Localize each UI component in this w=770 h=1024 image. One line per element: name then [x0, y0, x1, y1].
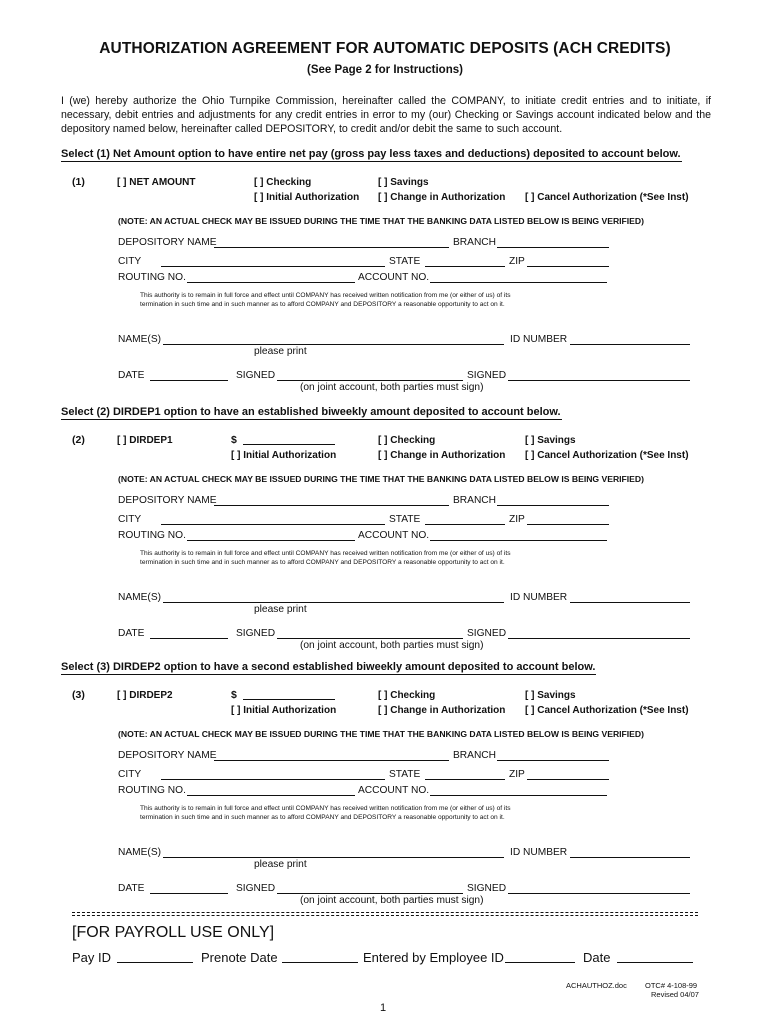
section-3-amount-field[interactable] — [243, 699, 335, 700]
section-2-depository-label: DEPOSITORY NAME — [118, 495, 217, 506]
section-1-state-field[interactable] — [425, 266, 505, 267]
section-3-city-field[interactable] — [161, 779, 385, 780]
section-2-city-label: CITY — [118, 514, 142, 525]
section-3-state-label: STATE — [389, 769, 421, 780]
section-3-amount-label: $ — [231, 689, 237, 701]
section-2-signed-label-2: SIGNED — [467, 628, 507, 639]
section-2-cancel-checkbox[interactable]: [ ] Cancel Authorization (*See Inst) — [525, 450, 689, 461]
section-3-signature-field-1[interactable] — [277, 893, 463, 894]
payroll-heading: [FOR PAYROLL USE ONLY] — [72, 924, 275, 941]
pay-id-label: Pay ID — [72, 950, 112, 965]
prenote-label: Prenote Date — [201, 950, 278, 965]
section-1-state-label: STATE — [389, 256, 421, 267]
section-1-names-label: NAME(S) — [118, 334, 162, 345]
section-1-initial-checkbox[interactable]: [ ] Initial Authorization — [254, 192, 360, 203]
section-2-account-field[interactable] — [430, 540, 607, 541]
form-subtitle: (See Page 2 for Instructions) — [307, 64, 463, 76]
section-1-names-field[interactable] — [163, 344, 504, 345]
section-1-signature-field-2[interactable] — [508, 380, 690, 381]
form-title: AUTHORIZATION AGREEMENT FOR AUTOMATIC DEPOSITS (ACH CREDITS) — [99, 40, 671, 57]
section-2-id-number-label: ID NUMBER — [510, 592, 568, 603]
section-2-routing-label: ROUTING NO. — [118, 530, 186, 541]
section-3-names-label: NAME(S) — [118, 847, 162, 858]
entered-by-label: Entered by Employee ID — [363, 950, 504, 965]
section-3-change-checkbox[interactable]: [ ] Change in Authorization — [378, 705, 506, 716]
section-1-id-number-field[interactable] — [570, 344, 690, 345]
section-1-joint-note: (on joint account, both parties must sign) — [300, 382, 484, 393]
section-3-zip-field[interactable] — [527, 779, 609, 780]
section-1-routing-field[interactable] — [187, 282, 355, 283]
section-1-zip-field[interactable] — [527, 266, 609, 267]
section-1-savings-checkbox[interactable]: [ ] Savings — [378, 177, 429, 188]
section-3-checking-checkbox[interactable]: [ ] Checking — [378, 690, 436, 701]
section-2-authority-line-1: This authority is to remain in full force and effect until COMPANY has received written notification from me (or either of us) of its — [140, 550, 511, 557]
section-3-select-heading: Select (3) DIRDEP2 option to have a second established biweekly amount deposited to account below. — [61, 661, 596, 673]
section-2-please-print: please print — [254, 604, 307, 615]
section-2-savings-checkbox[interactable]: [ ] Savings — [525, 435, 576, 446]
section-3-date-label: DATE — [118, 883, 145, 894]
section-1-please-print: please print — [254, 346, 307, 357]
intro-paragraph: I (we) hereby authorize the Ohio Turnpike Commission, hereinafter called the COMPANY, to initiate credit entries and to initiate, if necessary, debit entries and adjustments for any credit entries in error to my (our) Checking or Savings account indicated below and the depository named below, hereinafter called DEPOSITORY, to credit and/or debit the same to such account. — [61, 95, 711, 135]
section-3-state-field[interactable] — [425, 779, 505, 780]
section-3-number: (3) — [72, 689, 85, 701]
section-3-id-number-label: ID NUMBER — [510, 847, 568, 858]
section-2-option-checkbox[interactable]: [ ] DIRDEP1 — [117, 435, 173, 446]
section-2-signature-field-2[interactable] — [508, 638, 690, 639]
section-3-please-print: please print — [254, 859, 307, 870]
section-1-depository-label: DEPOSITORY NAME — [118, 237, 217, 248]
section-2-checking-checkbox[interactable]: [ ] Checking — [378, 435, 436, 446]
section-3-routing-field[interactable] — [187, 795, 355, 796]
section-1-number: (1) — [72, 176, 85, 188]
section-2-note: (NOTE: AN ACTUAL CHECK MAY BE ISSUED DURING THE TIME THAT THE BANKING DATA LISTED BELOW IS BEING VERIFIED) — [118, 474, 644, 484]
section-3-depository-label: DEPOSITORY NAME — [118, 750, 217, 761]
section-3-account-field[interactable] — [430, 795, 607, 796]
section-2-date-label: DATE — [118, 628, 145, 639]
section-2-signature-field-1[interactable] — [277, 638, 463, 639]
section-2-amount-field[interactable] — [243, 444, 335, 445]
section-3-account-label: ACCOUNT NO. — [358, 785, 430, 796]
section-3-cancel-checkbox[interactable]: [ ] Cancel Authorization (*See Inst) — [525, 705, 689, 716]
section-3-names-field[interactable] — [163, 857, 504, 858]
section-1-select-heading: Select (1) Net Amount option to have entire net pay (gross pay less taxes and deductions) deposited to account below. — [61, 148, 681, 160]
section-2-account-label: ACCOUNT NO. — [358, 530, 430, 541]
section-3-city-label: CITY — [118, 769, 142, 780]
section-2-state-field[interactable] — [425, 524, 505, 525]
section-2-zip-field[interactable] — [527, 524, 609, 525]
section-2-routing-field[interactable] — [187, 540, 355, 541]
revised-date: Revised 04/07 — [651, 990, 699, 999]
section-1-note: (NOTE: AN ACTUAL CHECK MAY BE ISSUED DURING THE TIME THAT THE BANKING DATA LISTED BELOW IS BEING VERIFIED) — [118, 216, 644, 226]
section-1-date-field[interactable] — [150, 380, 228, 381]
entered-by-field[interactable] — [505, 962, 575, 963]
section-3-id-number-field[interactable] — [570, 857, 690, 858]
section-1-authority-line-2: termination in such time and in such manner as to afford COMPANY and DEPOSITORY a reasonable opportunity to act on it. — [140, 301, 505, 308]
section-1-branch-label: BRANCH — [453, 237, 497, 248]
section-2-signed-label-1: SIGNED — [236, 628, 276, 639]
prenote-field[interactable] — [282, 962, 358, 963]
section-3-date-field[interactable] — [150, 893, 228, 894]
section-1-routing-label: ROUTING NO. — [118, 272, 186, 283]
section-1-account-label: ACCOUNT NO. — [358, 272, 430, 283]
section-1-id-number-label: ID NUMBER — [510, 334, 568, 345]
section-2-id-number-field[interactable] — [570, 602, 690, 603]
section-2-depository-field[interactable] — [214, 505, 449, 506]
section-1-checking-checkbox[interactable]: [ ] Checking — [254, 177, 312, 188]
section-3-zip-label: ZIP — [509, 769, 525, 780]
payroll-date-field[interactable] — [617, 962, 693, 963]
section-1-option-checkbox[interactable]: [ ] NET AMOUNT — [117, 177, 196, 188]
section-1-branch-field[interactable] — [497, 247, 609, 248]
section-3-initial-checkbox[interactable]: [ ] Initial Authorization — [231, 705, 337, 716]
section-1-signature-field-1[interactable] — [277, 380, 463, 381]
section-1-account-field[interactable] — [430, 282, 607, 283]
section-2-date-field[interactable] — [150, 638, 228, 639]
section-2-branch-label: BRANCH — [453, 495, 497, 506]
section-1-cancel-checkbox[interactable]: [ ] Cancel Authorization (*See Inst) — [525, 192, 689, 203]
section-1-city-label: CITY — [118, 256, 142, 267]
section-3-authority-line-1: This authority is to remain in full force and effect until COMPANY has received written notification from me (or either of us) of its — [140, 805, 511, 812]
section-3-option-checkbox[interactable]: [ ] DIRDEP2 — [117, 690, 173, 701]
section-1-signed-label-2: SIGNED — [467, 370, 507, 381]
section-1-date-label: DATE — [118, 370, 145, 381]
section-3-signed-label-1: SIGNED — [236, 883, 276, 894]
section-2-names-label: NAME(S) — [118, 592, 162, 603]
page-number: 1 — [380, 1002, 387, 1014]
section-2-names-field[interactable] — [163, 602, 504, 603]
section-2-change-checkbox[interactable]: [ ] Change in Authorization — [378, 450, 506, 461]
section-1-signed-label-1: SIGNED — [236, 370, 276, 381]
section-1-city-field[interactable] — [161, 266, 385, 267]
section-1-zip-label: ZIP — [509, 256, 525, 267]
section-2-joint-note: (on joint account, both parties must sign) — [300, 640, 484, 651]
section-2-city-field[interactable] — [161, 524, 385, 525]
section-3-joint-note: (on joint account, both parties must sign) — [300, 895, 484, 906]
section-3-savings-checkbox[interactable]: [ ] Savings — [525, 690, 576, 701]
section-2-amount-label: $ — [231, 434, 237, 446]
form-number: OTC# 4-108-99 — [645, 981, 698, 990]
section-2-select-heading: Select (2) DIRDEP1 option to have an established biweekly amount deposited to account below. — [61, 406, 561, 418]
separator-line — [72, 912, 698, 916]
section-1-change-checkbox[interactable]: [ ] Change in Authorization — [378, 192, 506, 203]
pay-id-field[interactable] — [117, 962, 193, 963]
section-3-routing-label: ROUTING NO. — [118, 785, 186, 796]
section-3-depository-field[interactable] — [214, 760, 449, 761]
section-3-authority-line-2: termination in such time and in such manner as to afford COMPANY and DEPOSITORY a reasonable opportunity to act on it. — [140, 814, 505, 821]
section-3-branch-field[interactable] — [497, 760, 609, 761]
section-1-authority-line-1: This authority is to remain in full force and effect until COMPANY has received written notification from me (or either of us) of its — [140, 292, 511, 299]
section-1-depository-field[interactable] — [214, 247, 449, 248]
section-3-note: (NOTE: AN ACTUAL CHECK MAY BE ISSUED DURING THE TIME THAT THE BANKING DATA LISTED BELOW IS BEING VERIFIED) — [118, 729, 644, 739]
section-3-signature-field-2[interactable] — [508, 893, 690, 894]
section-2-zip-label: ZIP — [509, 514, 525, 525]
payroll-date-label: Date — [583, 950, 611, 965]
doc-name: ACHAUTHOZ.doc — [566, 981, 627, 990]
section-2-state-label: STATE — [389, 514, 421, 525]
section-3-signed-label-2: SIGNED — [467, 883, 507, 894]
section-2-authority-line-2: termination in such time and in such manner as to afford COMPANY and DEPOSITORY a reasonable opportunity to act on it. — [140, 559, 505, 566]
section-2-number: (2) — [72, 434, 85, 446]
section-2-branch-field[interactable] — [497, 505, 609, 506]
section-2-initial-checkbox[interactable]: [ ] Initial Authorization — [231, 450, 337, 461]
section-3-branch-label: BRANCH — [453, 750, 497, 761]
